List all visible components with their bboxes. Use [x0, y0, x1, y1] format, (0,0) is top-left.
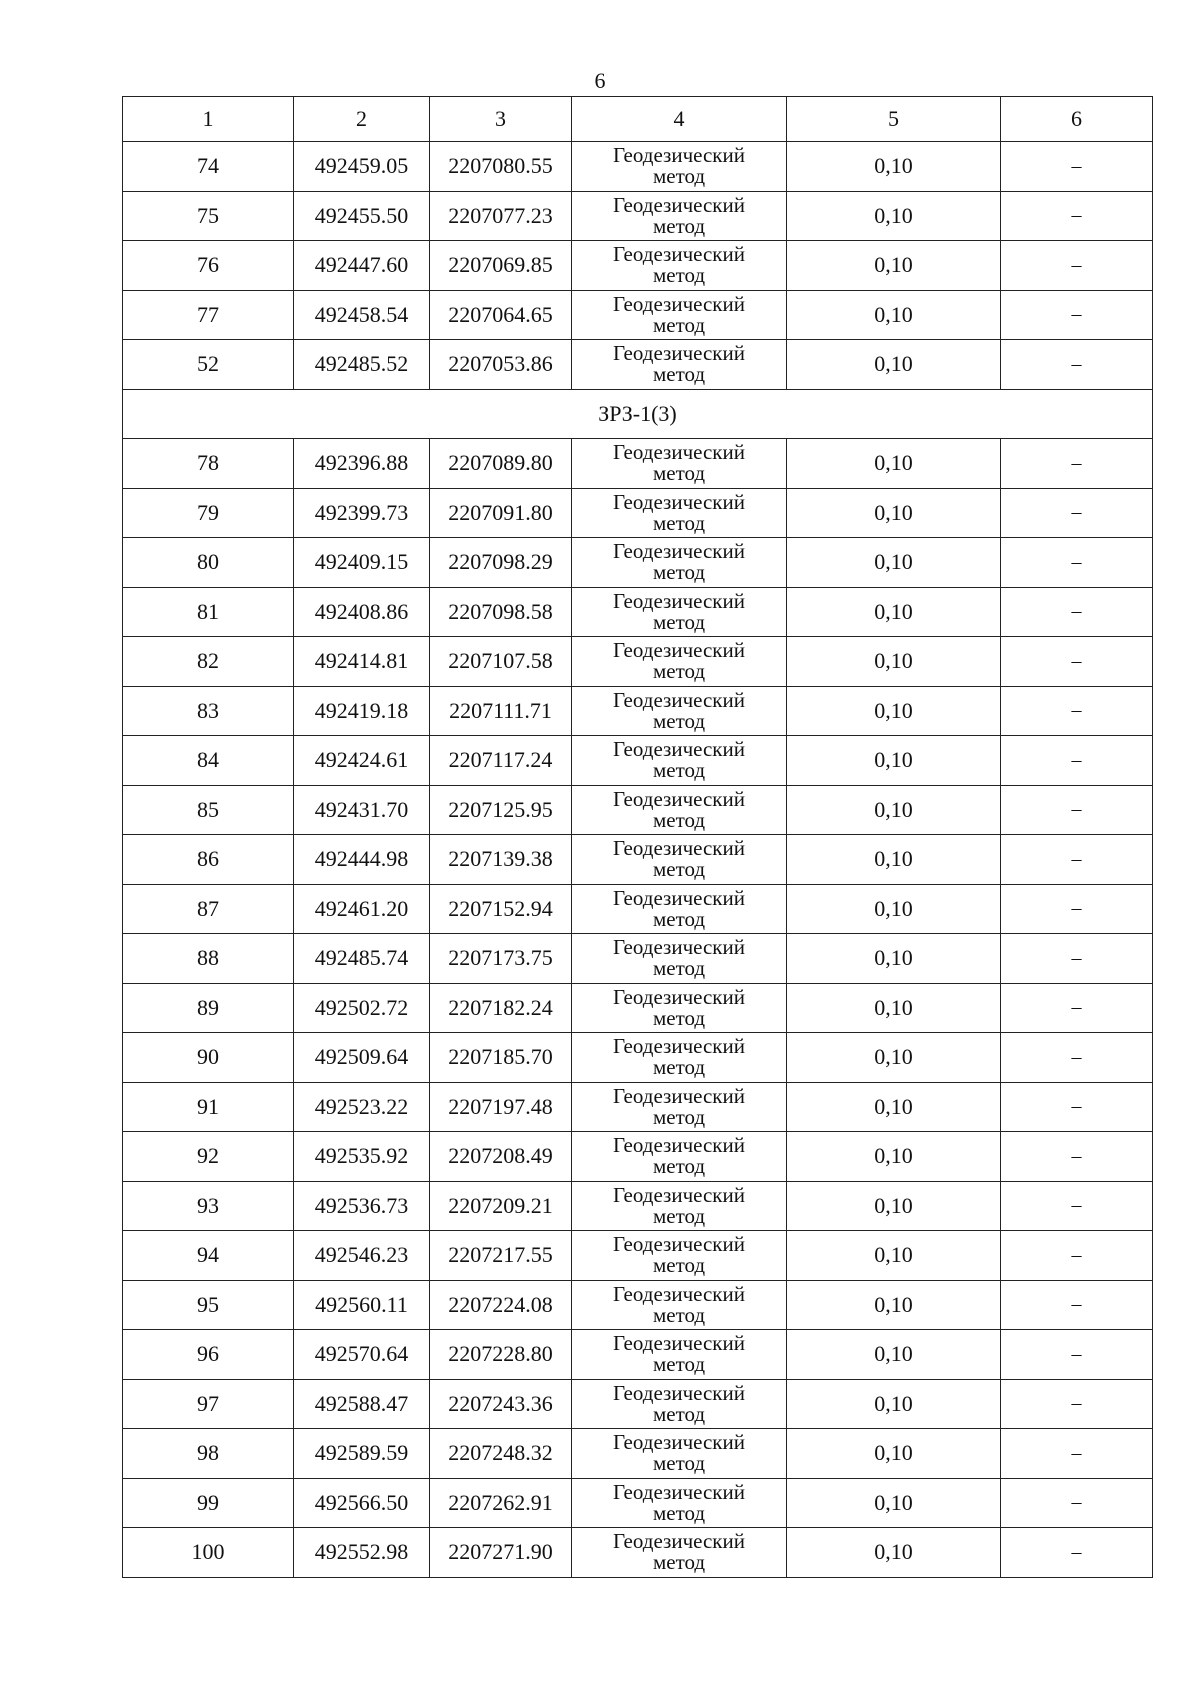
- point-number-cell: 75: [123, 191, 294, 241]
- note-cell: –: [1001, 785, 1153, 835]
- x-coordinate-cell: 492485.74: [294, 934, 430, 984]
- table-row: [123, 340, 1153, 390]
- point-number-cell: 91: [123, 1082, 294, 1132]
- y-coordinate-cell: 2207098.58: [430, 587, 572, 637]
- method-cell: [572, 1528, 787, 1578]
- y-coordinate-cell: 2207125.95: [430, 785, 572, 835]
- accuracy-cell: 0,10: [787, 736, 1001, 786]
- accuracy-cell: 0,10: [787, 983, 1001, 1033]
- x-coordinate-cell: 492502.72: [294, 983, 430, 1033]
- accuracy-cell: 0,10: [787, 1379, 1001, 1429]
- accuracy-cell: 0,10: [787, 884, 1001, 934]
- x-coordinate-cell: 492560.11: [294, 1280, 430, 1330]
- method-line-1: Геодезический: [613, 836, 745, 861]
- note-cell: –: [1001, 191, 1153, 241]
- table-row: [123, 884, 1153, 934]
- y-coordinate-cell: 2207209.21: [430, 1181, 572, 1231]
- method-cell: [572, 835, 787, 885]
- note-cell: –: [1001, 488, 1153, 538]
- method-cell: [572, 439, 787, 489]
- method-line-2: метод: [652, 857, 706, 882]
- table-row: [123, 1280, 1153, 1330]
- method-line-1: Геодезический: [613, 291, 745, 316]
- accuracy-cell: 0,10: [787, 142, 1001, 192]
- method-cell: [572, 785, 787, 835]
- note-cell: –: [1001, 1181, 1153, 1231]
- method-cell: [572, 1132, 787, 1182]
- note-cell: –: [1001, 1132, 1153, 1182]
- method-line-2: метод: [652, 708, 706, 733]
- table-row: [123, 983, 1153, 1033]
- x-coordinate-cell: 492458.54: [294, 290, 430, 340]
- method-cell: [572, 1379, 787, 1429]
- point-number-cell: 98: [123, 1429, 294, 1479]
- method-cell: [572, 983, 787, 1033]
- y-coordinate-cell: 2207139.38: [430, 835, 572, 885]
- method-cell: [572, 884, 787, 934]
- method-line-1: Геодезический: [613, 1133, 745, 1158]
- method-cell: [572, 1082, 787, 1132]
- x-coordinate-cell: 492535.92: [294, 1132, 430, 1182]
- x-coordinate-cell: 492459.05: [294, 142, 430, 192]
- x-coordinate-cell: 492396.88: [294, 439, 430, 489]
- accuracy-cell: 0,10: [787, 538, 1001, 588]
- method-line-2: метод: [652, 312, 706, 337]
- method-cell: [572, 488, 787, 538]
- y-coordinate-cell: 2207091.80: [430, 488, 572, 538]
- method-line-2: метод: [652, 1055, 706, 1080]
- note-cell: –: [1001, 637, 1153, 687]
- method-line-2: метод: [652, 1005, 706, 1030]
- x-coordinate-cell: 492444.98: [294, 835, 430, 885]
- method-cell: [572, 241, 787, 291]
- y-coordinate-cell: 2207069.85: [430, 241, 572, 291]
- accuracy-cell: 0,10: [787, 934, 1001, 984]
- method-line-1: Геодезический: [613, 1034, 745, 1059]
- x-coordinate-cell: 492552.98: [294, 1528, 430, 1578]
- point-number-cell: 97: [123, 1379, 294, 1429]
- method-line-2: метод: [652, 1500, 706, 1525]
- table-row: [123, 538, 1153, 588]
- method-line-2: метод: [652, 560, 706, 585]
- method-line-2: метод: [652, 1104, 706, 1129]
- accuracy-cell: 0,10: [787, 340, 1001, 390]
- accuracy-cell: 0,10: [787, 439, 1001, 489]
- method-cell: [572, 1330, 787, 1380]
- header-col-5: 5: [787, 97, 1001, 142]
- note-cell: –: [1001, 835, 1153, 885]
- note-cell: –: [1001, 884, 1153, 934]
- section-header-row: [123, 389, 1153, 439]
- note-cell: –: [1001, 439, 1153, 489]
- point-number-cell: 86: [123, 835, 294, 885]
- accuracy-cell: 0,10: [787, 1082, 1001, 1132]
- method-line-2: метод: [652, 461, 706, 486]
- note-cell: –: [1001, 1429, 1153, 1479]
- method-line-1: Геодезический: [613, 242, 745, 267]
- accuracy-cell: 0,10: [787, 1330, 1001, 1380]
- x-coordinate-cell: 492399.73: [294, 488, 430, 538]
- y-coordinate-cell: 2207208.49: [430, 1132, 572, 1182]
- table-row: [123, 736, 1153, 786]
- header-col-4: 4: [572, 97, 787, 142]
- method-line-2: метод: [652, 213, 706, 238]
- method-line-2: метод: [652, 263, 706, 288]
- method-line-1: Геодезический: [613, 1083, 745, 1108]
- accuracy-cell: 0,10: [787, 241, 1001, 291]
- y-coordinate-cell: 2207182.24: [430, 983, 572, 1033]
- point-number-cell: 52: [123, 340, 294, 390]
- method-line-1: Геодезический: [613, 341, 745, 366]
- note-cell: –: [1001, 1280, 1153, 1330]
- note-cell: –: [1001, 587, 1153, 637]
- method-line-1: Геодезический: [613, 489, 745, 514]
- header-col-3: 3: [430, 97, 572, 142]
- table-row: [123, 934, 1153, 984]
- y-coordinate-cell: 2207053.86: [430, 340, 572, 390]
- method-line-1: Геодезический: [613, 1430, 745, 1455]
- y-coordinate-cell: 2207089.80: [430, 439, 572, 489]
- method-line-1: Геодезический: [613, 1479, 745, 1504]
- method-cell: [572, 142, 787, 192]
- table-row: [123, 1379, 1153, 1429]
- accuracy-cell: 0,10: [787, 686, 1001, 736]
- point-number-cell: 77: [123, 290, 294, 340]
- accuracy-cell: 0,10: [787, 1280, 1001, 1330]
- table-row: [123, 1082, 1153, 1132]
- table-row: [123, 191, 1153, 241]
- y-coordinate-cell: 2207080.55: [430, 142, 572, 192]
- point-number-cell: 82: [123, 637, 294, 687]
- table-row: [123, 1429, 1153, 1479]
- table-row: [123, 1132, 1153, 1182]
- method-line-1: Геодезический: [613, 687, 745, 712]
- table-header: [123, 97, 1153, 142]
- y-coordinate-cell: 2207228.80: [430, 1330, 572, 1380]
- method-line-1: Геодезический: [613, 984, 745, 1009]
- table-row: [123, 439, 1153, 489]
- method-line-2: метод: [652, 1203, 706, 1228]
- table-row: [123, 637, 1153, 687]
- method-cell: [572, 1478, 787, 1528]
- method-line-2: метод: [652, 1352, 706, 1377]
- note-cell: –: [1001, 340, 1153, 390]
- table-row: [123, 241, 1153, 291]
- x-coordinate-cell: 492589.59: [294, 1429, 430, 1479]
- method-line-2: метод: [652, 362, 706, 387]
- table-row: [123, 1478, 1153, 1528]
- accuracy-cell: 0,10: [787, 1181, 1001, 1231]
- method-cell: [572, 1231, 787, 1281]
- table-row: [123, 1033, 1153, 1083]
- x-coordinate-cell: 492419.18: [294, 686, 430, 736]
- method-line-2: метод: [652, 1550, 706, 1575]
- method-line-1: Геодезический: [613, 1529, 745, 1554]
- method-cell: [572, 1033, 787, 1083]
- note-cell: –: [1001, 1478, 1153, 1528]
- method-cell: [572, 637, 787, 687]
- method-line-2: метод: [652, 1302, 706, 1327]
- note-cell: –: [1001, 1231, 1153, 1281]
- y-coordinate-cell: 2207098.29: [430, 538, 572, 588]
- point-number-cell: 80: [123, 538, 294, 588]
- accuracy-cell: 0,10: [787, 1429, 1001, 1479]
- x-coordinate-cell: 492447.60: [294, 241, 430, 291]
- method-line-1: Геодезический: [613, 1281, 745, 1306]
- x-coordinate-cell: 492455.50: [294, 191, 430, 241]
- note-cell: –: [1001, 1528, 1153, 1578]
- table-row: [123, 587, 1153, 637]
- method-line-1: Геодезический: [613, 1232, 745, 1257]
- note-cell: –: [1001, 290, 1153, 340]
- method-cell: [572, 1429, 787, 1479]
- accuracy-cell: 0,10: [787, 587, 1001, 637]
- note-cell: –: [1001, 934, 1153, 984]
- table-row: [123, 290, 1153, 340]
- method-line-1: Геодезический: [613, 1331, 745, 1356]
- note-cell: –: [1001, 538, 1153, 588]
- x-coordinate-cell: 492546.23: [294, 1231, 430, 1281]
- accuracy-cell: 0,10: [787, 1132, 1001, 1182]
- y-coordinate-cell: 2207271.90: [430, 1528, 572, 1578]
- point-number-cell: 81: [123, 587, 294, 637]
- method-line-1: Геодезический: [613, 539, 745, 564]
- accuracy-cell: 0,10: [787, 191, 1001, 241]
- point-number-cell: 88: [123, 934, 294, 984]
- y-coordinate-cell: 2207152.94: [430, 884, 572, 934]
- method-line-2: метод: [652, 906, 706, 931]
- method-cell: [572, 340, 787, 390]
- accuracy-cell: 0,10: [787, 1528, 1001, 1578]
- y-coordinate-cell: 2207197.48: [430, 1082, 572, 1132]
- table-row: [123, 686, 1153, 736]
- x-coordinate-cell: 492408.86: [294, 587, 430, 637]
- x-coordinate-cell: 492588.47: [294, 1379, 430, 1429]
- y-coordinate-cell: 2207077.23: [430, 191, 572, 241]
- x-coordinate-cell: 492414.81: [294, 637, 430, 687]
- method-line-2: метод: [652, 510, 706, 535]
- y-coordinate-cell: 2207173.75: [430, 934, 572, 984]
- point-number-cell: 83: [123, 686, 294, 736]
- method-line-1: Геодезический: [613, 737, 745, 762]
- table-body: [123, 142, 1153, 1578]
- method-line-2: метод: [652, 956, 706, 981]
- accuracy-cell: 0,10: [787, 835, 1001, 885]
- accuracy-cell: 0,10: [787, 290, 1001, 340]
- header-col-1: 1: [123, 97, 294, 142]
- point-number-cell: 74: [123, 142, 294, 192]
- section-title: ЗРЗ-1(3): [123, 389, 1153, 439]
- note-cell: –: [1001, 1033, 1153, 1083]
- note-cell: –: [1001, 1379, 1153, 1429]
- page-number: 6: [594, 68, 606, 93]
- table-row: [123, 142, 1153, 192]
- table-row: [123, 488, 1153, 538]
- accuracy-cell: 0,10: [787, 1231, 1001, 1281]
- method-line-1: Геодезический: [613, 143, 745, 168]
- note-cell: –: [1001, 241, 1153, 291]
- note-cell: –: [1001, 142, 1153, 192]
- table-row: [123, 1181, 1153, 1231]
- table-row: [123, 1231, 1153, 1281]
- x-coordinate-cell: 492409.15: [294, 538, 430, 588]
- method-line-2: метод: [652, 807, 706, 832]
- method-line-2: метод: [652, 758, 706, 783]
- method-line-1: Геодезический: [613, 935, 745, 960]
- point-number-cell: 84: [123, 736, 294, 786]
- y-coordinate-cell: 2207248.32: [430, 1429, 572, 1479]
- point-number-cell: 78: [123, 439, 294, 489]
- x-coordinate-cell: 492424.61: [294, 736, 430, 786]
- x-coordinate-cell: 492509.64: [294, 1033, 430, 1083]
- method-line-2: метод: [652, 609, 706, 634]
- method-line-2: метод: [652, 1401, 706, 1426]
- note-cell: –: [1001, 983, 1153, 1033]
- method-cell: [572, 1280, 787, 1330]
- method-line-1: Геодезический: [613, 638, 745, 663]
- point-number-cell: 100: [123, 1528, 294, 1578]
- x-coordinate-cell: 492523.22: [294, 1082, 430, 1132]
- table-row: [123, 1528, 1153, 1578]
- accuracy-cell: 0,10: [787, 488, 1001, 538]
- note-cell: –: [1001, 1330, 1153, 1380]
- header-row: [123, 97, 1153, 142]
- note-cell: –: [1001, 686, 1153, 736]
- accuracy-cell: 0,10: [787, 785, 1001, 835]
- y-coordinate-cell: 2207111.71: [430, 686, 572, 736]
- point-number-cell: 92: [123, 1132, 294, 1182]
- x-coordinate-cell: 492485.52: [294, 340, 430, 390]
- accuracy-cell: 0,10: [787, 637, 1001, 687]
- point-number-cell: 90: [123, 1033, 294, 1083]
- point-number-cell: 89: [123, 983, 294, 1033]
- method-line-1: Геодезический: [613, 1182, 745, 1207]
- table-row: [123, 835, 1153, 885]
- method-line-2: метод: [652, 164, 706, 189]
- method-line-1: Геодезический: [613, 1380, 745, 1405]
- method-line-2: метод: [652, 659, 706, 684]
- x-coordinate-cell: 492431.70: [294, 785, 430, 835]
- y-coordinate-cell: 2207243.36: [430, 1379, 572, 1429]
- point-number-cell: 96: [123, 1330, 294, 1380]
- note-cell: –: [1001, 736, 1153, 786]
- y-coordinate-cell: 2207064.65: [430, 290, 572, 340]
- point-number-cell: 94: [123, 1231, 294, 1281]
- method-cell: [572, 934, 787, 984]
- x-coordinate-cell: 492461.20: [294, 884, 430, 934]
- y-coordinate-cell: 2207224.08: [430, 1280, 572, 1330]
- point-number-cell: 79: [123, 488, 294, 538]
- method-cell: [572, 686, 787, 736]
- method-line-2: метод: [652, 1154, 706, 1179]
- method-line-1: Геодезический: [613, 885, 745, 910]
- method-line-1: Геодезический: [613, 588, 745, 613]
- method-cell: [572, 191, 787, 241]
- method-line-1: Геодезический: [613, 192, 745, 217]
- method-cell: [572, 1181, 787, 1231]
- method-cell: [572, 587, 787, 637]
- coordinates-table: [122, 96, 1153, 1578]
- point-number-cell: 99: [123, 1478, 294, 1528]
- header-col-2: 2: [294, 97, 430, 142]
- accuracy-cell: 0,10: [787, 1478, 1001, 1528]
- accuracy-cell: 0,10: [787, 1033, 1001, 1083]
- point-number-cell: 87: [123, 884, 294, 934]
- y-coordinate-cell: 2207117.24: [430, 736, 572, 786]
- table-row: [123, 1330, 1153, 1380]
- y-coordinate-cell: 2207107.58: [430, 637, 572, 687]
- method-cell: [572, 538, 787, 588]
- point-number-cell: 76: [123, 241, 294, 291]
- method-line-2: метод: [652, 1451, 706, 1476]
- point-number-cell: 93: [123, 1181, 294, 1231]
- method-cell: [572, 736, 787, 786]
- y-coordinate-cell: 2207185.70: [430, 1033, 572, 1083]
- point-number-cell: 95: [123, 1280, 294, 1330]
- x-coordinate-cell: 492536.73: [294, 1181, 430, 1231]
- table-row: [123, 785, 1153, 835]
- method-line-1: Геодезический: [613, 786, 745, 811]
- method-line-2: метод: [652, 1253, 706, 1278]
- header-col-6: 6: [1001, 97, 1153, 142]
- method-line-1: Геодезический: [613, 440, 745, 465]
- x-coordinate-cell: 492566.50: [294, 1478, 430, 1528]
- method-cell: [572, 290, 787, 340]
- point-number-cell: 85: [123, 785, 294, 835]
- note-cell: –: [1001, 1082, 1153, 1132]
- y-coordinate-cell: 2207262.91: [430, 1478, 572, 1528]
- x-coordinate-cell: 492570.64: [294, 1330, 430, 1380]
- y-coordinate-cell: 2207217.55: [430, 1231, 572, 1281]
